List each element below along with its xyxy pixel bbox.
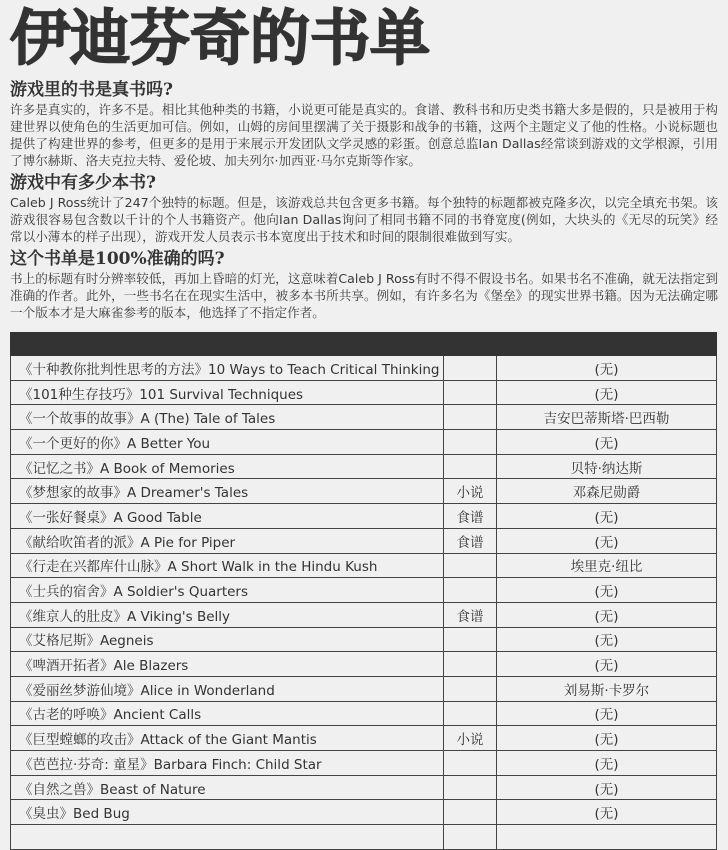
book-author-cell: (无) xyxy=(497,726,717,751)
book-author-cell: 吉安巴蒂斯塔·巴西勒 xyxy=(497,405,717,430)
book-author-cell: 贝特·纳达斯 xyxy=(497,454,717,479)
section-heading: 游戏里的书是真书吗? xyxy=(10,80,173,100)
table-row xyxy=(11,775,717,800)
section-body: Caleb J Ross统计了247个独特的标题。但是，该游戏总共包含更多书籍。每个独特的标题都被克隆多次，以完全填充书架。该游戏很容易包含数以千计的个人书籍资产。他向Ian Dallas询问了相同书籍不同的书脊宽度(例如，大块头的《无尽的玩笑》经常以小薄本的样子出现），游戏开发人员表示书本宽度出于技术和时间的限制很难做到写实。 xyxy=(10,195,718,244)
book-genre-cell xyxy=(444,652,497,677)
book-title-cell: 《一个更好的你》A Better You xyxy=(11,430,444,455)
book-genre-cell xyxy=(444,676,497,701)
book-genre-cell: 小说 xyxy=(444,479,497,504)
book-genre-cell xyxy=(444,454,497,479)
book-genre-cell: 食谱 xyxy=(444,504,497,529)
table-row xyxy=(11,578,717,603)
page xyxy=(0,0,728,321)
book-genre-cell xyxy=(444,825,497,850)
book-title-cell: 《啤酒开拓者》Ale Blazers xyxy=(11,652,444,677)
book-title-cell: 《101种生存技巧》101 Survival Techniques xyxy=(11,380,444,405)
book-title-cell: 《艾格尼斯》Aegneis xyxy=(11,627,444,652)
section-heading: 这个书单是100%准确的吗? xyxy=(10,249,225,269)
book-genre-cell xyxy=(444,356,497,381)
book-genre-cell xyxy=(444,553,497,578)
book-title-cell: 《自然之兽》Beast of Nature xyxy=(11,775,444,800)
book-title-cell: 《爱丽丝梦游仙境》Alice in Wonderland xyxy=(11,676,444,701)
book-title-cell: 《芭芭拉·芬奇: 童星》Barbara Finch: Child Star xyxy=(11,751,444,776)
book-author-cell: (无) xyxy=(497,701,717,726)
book-author-cell: (无) xyxy=(497,380,717,405)
book-title-cell: 《士兵的宿舍》A Soldier's Quarters xyxy=(11,578,444,603)
table-row xyxy=(11,405,717,430)
book-title-cell: 《古老的呼唤》Ancient Calls xyxy=(11,701,444,726)
table-row xyxy=(11,800,717,825)
table-row xyxy=(11,504,717,529)
section-accuracy xyxy=(10,249,718,321)
book-author-cell: (无) xyxy=(497,652,717,677)
book-title-cell: 《记忆之书》A Book of Memories xyxy=(11,454,444,479)
table-row xyxy=(11,356,717,381)
book-author-cell: (无) xyxy=(497,504,717,529)
book-author-cell: (无) xyxy=(497,775,717,800)
table-row xyxy=(11,454,717,479)
book-author-cell: (无) xyxy=(497,751,717,776)
book-genre-cell xyxy=(444,380,497,405)
table-row xyxy=(11,430,717,455)
section-body: 书上的标题有时分辨率较低，再加上昏暗的灯光，这意味着Caleb J Ross有时不得不假设书名。如果书名不准确，就无法指定到准确的作者。此外，一些书名在在现实生活中，被多本书所共享。例如，有许多名为《堡垒》的现实世界书籍。因为无法确定哪一个版本才是大麻雀参考的版本，他选择了不指定作者。 xyxy=(10,271,718,320)
page-title: 伊迪芬奇的书单 xyxy=(10,4,430,74)
section-heading: 游戏中有多少本书? xyxy=(10,173,156,193)
book-list-table xyxy=(10,332,717,850)
section-real-books xyxy=(10,80,718,169)
book-genre-cell xyxy=(444,701,497,726)
book-title-cell: 《一张好餐桌》A Good Table xyxy=(11,504,444,529)
header-genre[interactable] xyxy=(444,333,497,356)
table-row xyxy=(11,751,717,776)
book-author-cell: 邓森尼勋爵 xyxy=(497,479,717,504)
table-row xyxy=(11,602,717,627)
book-author-cell: (无) xyxy=(497,430,717,455)
book-author-cell: (无) xyxy=(497,528,717,553)
table-row xyxy=(11,726,717,751)
table-row xyxy=(11,701,717,726)
book-genre-cell xyxy=(444,430,497,455)
table-row xyxy=(11,627,717,652)
table-row xyxy=(11,652,717,677)
book-genre-cell xyxy=(444,578,497,603)
book-author-cell xyxy=(497,825,717,850)
book-genre-cell xyxy=(444,627,497,652)
book-author-cell: (无) xyxy=(497,602,717,627)
book-genre-cell xyxy=(444,405,497,430)
table-row xyxy=(11,676,717,701)
book-author-cell: 刘易斯·卡罗尔 xyxy=(497,676,717,701)
table-row xyxy=(11,553,717,578)
book-author-cell: (无) xyxy=(497,627,717,652)
book-genre-cell xyxy=(444,775,497,800)
book-title-cell: 《行走在兴都库什山脉》A Short Walk in the Hindu Kush xyxy=(11,553,444,578)
header-author[interactable] xyxy=(497,333,717,356)
book-genre-cell: 食谱 xyxy=(444,528,497,553)
book-author-cell: 埃里克·纽比 xyxy=(497,553,717,578)
book-genre-cell: 食谱 xyxy=(444,602,497,627)
book-title-cell: 《臭虫》Bed Bug xyxy=(11,800,444,825)
section-book-count xyxy=(10,173,718,245)
header-title[interactable] xyxy=(11,333,444,356)
book-title-cell: 《梦想家的故事》A Dreamer's Tales xyxy=(11,479,444,504)
book-title-cell: 《献给吹笛者的派》A Pie for Piper xyxy=(11,528,444,553)
book-title-cell: 《维京人的肚皮》A Viking's Belly xyxy=(11,602,444,627)
table-row xyxy=(11,825,717,850)
book-title-cell: 《十种教你批判性思考的方法》10 Ways to Teach Critical Thinking xyxy=(11,356,444,381)
table-header-row xyxy=(11,333,717,356)
book-author-cell: (无) xyxy=(497,800,717,825)
book-genre-cell xyxy=(444,800,497,825)
book-title-cell: 《巨型螳螂的攻击》Attack of the Giant Mantis xyxy=(11,726,444,751)
table-row xyxy=(11,380,717,405)
book-title-cell: 《一个故事的故事》A (The) Tale of Tales xyxy=(11,405,444,430)
section-body: 许多是真实的，许多不是。相比其他种类的书籍，小说更可能是真实的。食谱、教科书和历史类书籍大多是假的，只是被用于构建世界以使角色的生活更加可信。例如，山姆的房间里摆满了关于摄影和战争的书籍，这两个主题定义了他的性格。小说标题也提供了构建世界的参考，但更多的是用于来展示开发团队文学灵感的彩蛋。创意总监Ian Dallas经常谈到游戏的文学根源，引用了博尔赫斯、洛夫克拉夫特、爱伦坡、加夫列尔·加西亚·马尔克斯等作家。 xyxy=(10,102,718,168)
table-row xyxy=(11,479,717,504)
book-author-cell: (无) xyxy=(497,578,717,603)
book-genre-cell xyxy=(444,751,497,776)
table-row xyxy=(11,528,717,553)
book-author-cell: (无) xyxy=(497,356,717,381)
book-genre-cell: 小说 xyxy=(444,726,497,751)
book-title-cell xyxy=(11,825,444,850)
